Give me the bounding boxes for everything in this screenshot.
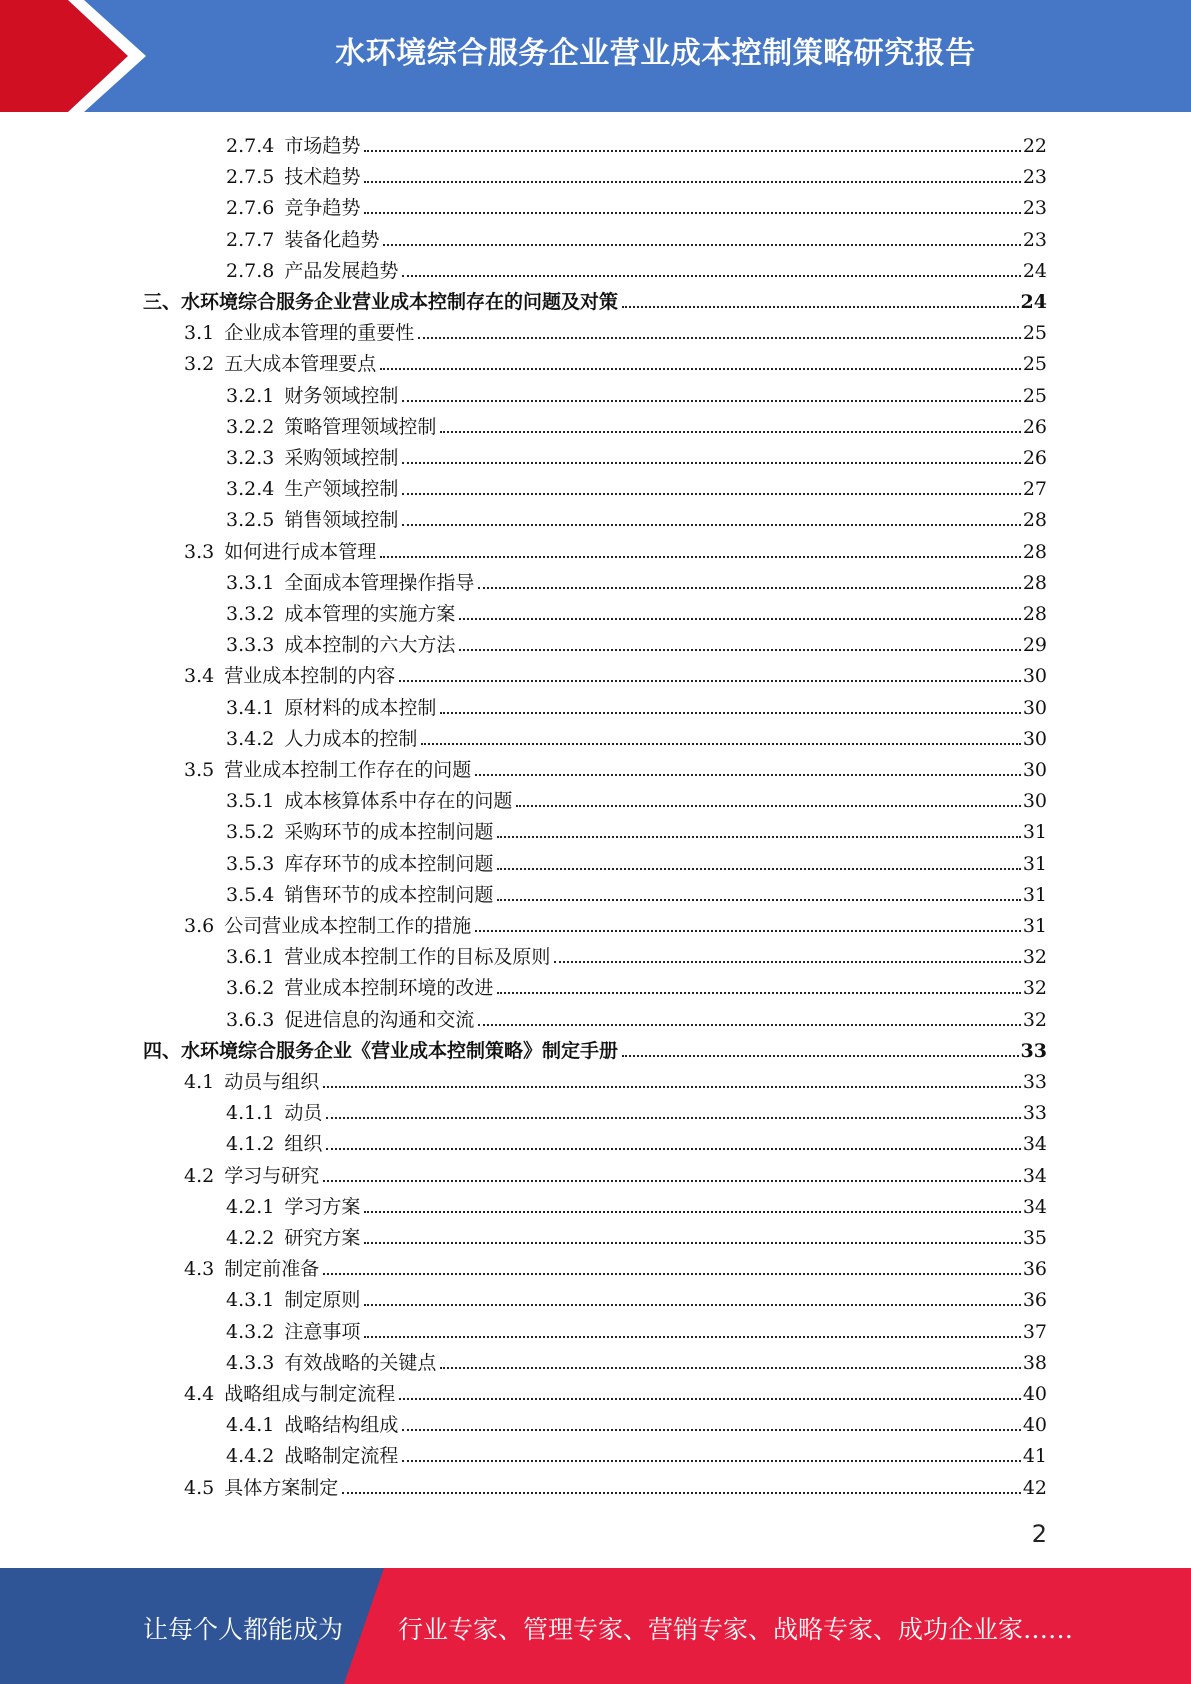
toc-dot-leader [440, 431, 1020, 433]
toc-entry-page: 26 [1022, 447, 1047, 469]
toc-entry-title: 战略结构组成 [284, 1414, 399, 1437]
toc-dot-leader [459, 618, 1020, 620]
toc-entry[interactable] [184, 1064, 1047, 1094]
toc-dot-leader [402, 400, 1020, 402]
toc-entry-number: 3.6.2 [226, 977, 275, 1000]
toc-entry[interactable] [226, 1095, 1047, 1125]
toc-entry[interactable] [226, 440, 1047, 470]
toc-entry-title: 如何进行成本管理 [224, 540, 377, 563]
toc-entry-number: 3.5.4 [226, 883, 275, 906]
toc-entry-number: 4.3.1 [226, 1289, 275, 1312]
toc-entry-title: 竞争趋势 [284, 197, 361, 220]
toc-entry[interactable] [226, 1126, 1047, 1156]
toc-entry[interactable] [226, 1282, 1047, 1312]
toc-entry-title: 装备化趋势 [284, 228, 380, 251]
toc-entry-title: 销售环节的成本控制问题 [284, 883, 494, 906]
toc-dot-leader [323, 1086, 1021, 1088]
toc-entry-page: 23 [1022, 166, 1047, 189]
toc-dot-leader [516, 805, 1020, 807]
toc-entry-number: 2.7.4 [226, 135, 275, 157]
toc-dot-leader [364, 150, 1020, 152]
toc-entry-page: 28 [1022, 509, 1047, 532]
toc-entry-page: 25 [1022, 353, 1047, 376]
toc-entry-title: 营业成本控制环境的改进 [284, 977, 494, 1000]
toc-dot-leader [364, 1304, 1020, 1306]
toc-entry-number: 3.1 [184, 322, 215, 345]
toc-entry-number: 3.5.2 [226, 821, 275, 844]
toc-entry-page: 30 [1022, 790, 1047, 813]
toc-entry[interactable] [143, 1033, 1047, 1063]
toc-entry-title: 成本管理的实施方案 [284, 603, 456, 625]
toc-entry-number: 4.4 [184, 1383, 215, 1405]
toc-dot-leader [554, 961, 1020, 963]
toc-dot-leader [383, 244, 1020, 246]
toc-entry-title: 战略组成与制定流程 [224, 1383, 396, 1405]
toc-entry-number: 3.3 [184, 540, 215, 563]
toc-entry-title: 促进信息的沟通和交流 [284, 1008, 475, 1031]
toc-entry-page: 34 [1022, 1164, 1047, 1187]
toc-entry-title: 营业成本控制工作存在的问题 [224, 759, 472, 781]
toc-dot-leader [399, 680, 1021, 682]
toc-entry-page: 31 [1022, 852, 1047, 875]
toc-dot-leader [364, 212, 1020, 214]
toc-dot-leader [323, 1273, 1021, 1275]
toc-entry[interactable] [143, 284, 1047, 314]
toc-entry-number: 3.2.1 [226, 384, 275, 407]
toc-entry[interactable] [184, 346, 1047, 376]
toc-entry-page: 24 [1022, 259, 1047, 282]
toc-entry-page: 32 [1022, 946, 1047, 969]
toc-dot-leader [622, 306, 1019, 308]
toc-entry-title: 制定前准备 [224, 1258, 320, 1281]
toc-entry[interactable] [226, 190, 1047, 220]
toc-entry-page: 27 [1022, 478, 1047, 501]
toc-dot-leader [326, 1148, 1020, 1150]
toc-entry-title: 战略制定流程 [284, 1445, 399, 1468]
toc-dot-leader [622, 1055, 1019, 1057]
toc-dot-leader [326, 1117, 1020, 1119]
toc-entry-title: 企业成本管理的重要性 [224, 322, 415, 345]
toc-entry[interactable] [184, 534, 1047, 564]
toc-entry[interactable] [184, 1376, 1047, 1406]
toc-entry-page: 37 [1022, 1320, 1047, 1343]
toc-entry-number: 3.5.3 [226, 852, 275, 875]
toc-entry[interactable] [226, 596, 1047, 626]
toc-dot-leader [459, 649, 1020, 651]
toc-entry-number: 4.3.3 [226, 1351, 275, 1374]
toc-entry-title: 研究方案 [284, 1227, 361, 1249]
toc-entry-number: 3.4 [184, 665, 215, 688]
toc-entry-title: 营业成本控制的内容 [224, 665, 396, 688]
toc-entry-number: 3.4.2 [226, 727, 275, 750]
toc-entry-title: 成本控制的六大方法 [284, 634, 456, 657]
page-number: 2 [1031, 1520, 1047, 1548]
toc-dot-leader [380, 556, 1021, 558]
toc-entry-title: 采购环节的成本控制问题 [284, 821, 494, 844]
toc-entry-page: 34 [1022, 1195, 1047, 1218]
toc-entry-page: 25 [1022, 384, 1047, 407]
toc-entry-page: 31 [1022, 915, 1047, 937]
toc-dot-leader [399, 1398, 1021, 1400]
toc-entry-number: 3.2.5 [226, 509, 275, 532]
footer-slogan-left: 让每个人都能成为 [143, 1615, 344, 1644]
toc-entry-number: 4.4.2 [226, 1445, 275, 1468]
toc-entry-number: 3.2.3 [226, 447, 275, 469]
toc-entry-number: 3.6.3 [226, 1008, 275, 1031]
toc-entry-number: 3.3.1 [226, 571, 275, 594]
toc-entry[interactable] [184, 315, 1047, 345]
toc-entry-number: 4.3.2 [226, 1320, 275, 1343]
toc-entry[interactable] [226, 1314, 1047, 1344]
toc-entry-title: 制定原则 [284, 1289, 361, 1312]
toc-entry[interactable] [184, 752, 1047, 782]
toc-entry-title: 有效战略的关键点 [284, 1351, 437, 1374]
toc-dot-leader [402, 275, 1020, 277]
toc-entry-title: 产品发展趋势 [284, 259, 399, 282]
toc-entry[interactable] [226, 1407, 1047, 1437]
toc-dot-leader [421, 743, 1020, 745]
toc-entry-page: 32 [1022, 1008, 1047, 1031]
toc-entry-page: 38 [1022, 1351, 1047, 1374]
toc-dot-leader [402, 1460, 1020, 1462]
toc-entry-number: 3.4.1 [226, 696, 275, 719]
toc-entry-page: 30 [1022, 696, 1047, 719]
toc-dot-leader [497, 836, 1020, 838]
toc-dot-leader [402, 493, 1020, 495]
toc-entry[interactable] [226, 939, 1047, 969]
toc-dot-leader [497, 992, 1020, 994]
toc-dot-leader [402, 1429, 1020, 1431]
toc-entry[interactable] [226, 1220, 1047, 1250]
toc-entry-page: 33 [1022, 1102, 1047, 1125]
toc-entry[interactable] [226, 565, 1047, 595]
toc-dot-leader [418, 337, 1021, 339]
toc-entry-title: 营业成本控制工作的目标及原则 [284, 946, 551, 969]
toc-entry-title: 学习与研究 [224, 1164, 320, 1187]
toc-dot-leader [475, 930, 1021, 932]
toc-entry-page: 23 [1022, 197, 1047, 220]
toc-entry-page: 23 [1022, 228, 1047, 251]
toc-entry[interactable] [226, 159, 1047, 189]
toc-dot-leader [402, 462, 1020, 464]
toc-entry-page: 34 [1022, 1133, 1047, 1156]
toc-entry-page: 30 [1022, 665, 1047, 688]
toc-entry-page: 25 [1022, 322, 1047, 345]
toc-dot-leader [402, 524, 1020, 526]
toc-dot-leader [364, 1336, 1020, 1338]
toc-entry[interactable] [226, 378, 1047, 408]
toc-dot-leader [342, 1492, 1021, 1494]
toc-entry[interactable] [226, 877, 1047, 907]
toc-entry-number: 4.1.2 [226, 1133, 275, 1156]
toc-dot-leader [497, 899, 1020, 901]
toc-entry-title: 五大成本管理要点 [224, 353, 377, 376]
toc-entry-number: 3.5 [184, 759, 215, 781]
toc-entry-number: 2.7.6 [226, 197, 275, 220]
toc-entry-title: 销售领域控制 [284, 509, 399, 532]
toc-entry[interactable] [226, 783, 1047, 813]
toc-entry-number: 4.2.2 [226, 1227, 275, 1249]
toc-entry-page: 33 [1020, 1039, 1047, 1062]
toc-entry[interactable] [184, 1158, 1047, 1188]
toc-entry[interactable] [226, 471, 1047, 501]
toc-entry[interactable] [226, 721, 1047, 751]
toc-entry[interactable] [226, 1002, 1047, 1032]
toc-entry-title: 组织 [284, 1133, 323, 1156]
toc-entry-page: 40 [1022, 1383, 1047, 1405]
toc-entry-page: 28 [1022, 540, 1047, 563]
toc-entry[interactable] [226, 253, 1047, 283]
toc-entry-page: 36 [1022, 1258, 1047, 1281]
toc-entry-number: 4.1 [184, 1071, 215, 1093]
toc-entry-page: 28 [1022, 603, 1047, 625]
toc-dot-leader [364, 1242, 1020, 1244]
toc-entry-title: 策略管理领域控制 [284, 415, 437, 438]
page-header [0, 0, 1191, 112]
toc-entry-title: 采购领域控制 [284, 447, 399, 469]
toc-entry[interactable] [184, 1470, 1047, 1500]
toc-dot-leader [323, 1180, 1021, 1182]
toc-entry-page: 32 [1022, 977, 1047, 1000]
toc-entry-page: 36 [1022, 1289, 1047, 1312]
toc-entry-title: 四、水环境综合服务企业《营业成本控制策略》制定手册 [143, 1039, 619, 1062]
toc-entry-number: 4.4.1 [226, 1414, 275, 1437]
toc-dot-leader [364, 181, 1020, 183]
toc-entry-title: 动员与组织 [224, 1071, 320, 1093]
page-footer [0, 1568, 1191, 1684]
toc-dot-leader [497, 868, 1020, 870]
toc-entry-title: 学习方案 [284, 1195, 361, 1218]
toc-entry[interactable] [226, 1345, 1047, 1375]
toc-entry-title: 库存环节的成本控制问题 [284, 852, 494, 875]
toc-entry-page: 35 [1022, 1227, 1047, 1249]
toc-entry-number: 3.2 [184, 353, 215, 376]
toc-entry-number: 3.6.1 [226, 946, 275, 969]
toc-entry[interactable] [226, 846, 1047, 876]
toc-entry-number: 4.2.1 [226, 1195, 275, 1218]
toc-dot-leader [475, 774, 1021, 776]
toc-entry-title: 公司营业成本控制工作的措施 [224, 915, 472, 937]
toc-entry[interactable] [226, 970, 1047, 1000]
toc-entry-page: 22 [1022, 135, 1047, 157]
toc-entry-number: 4.5 [184, 1476, 215, 1499]
toc-entry-page: 41 [1022, 1445, 1047, 1468]
toc-entry-title: 原材料的成本控制 [284, 696, 437, 719]
toc-dot-leader [380, 368, 1021, 370]
toc-entry-title: 市场趋势 [284, 135, 361, 157]
toc-dot-leader [364, 1211, 1020, 1213]
toc-entry-title: 具体方案制定 [224, 1476, 339, 1499]
toc-entry[interactable] [226, 502, 1047, 532]
toc-entry-page: 30 [1022, 759, 1047, 781]
toc-entry-page: 30 [1022, 727, 1047, 750]
toc-entry-page: 28 [1022, 571, 1047, 594]
toc-dot-leader [440, 1367, 1020, 1369]
toc-entry-number: 4.3 [184, 1258, 215, 1281]
toc-entry-number: 3.3.3 [226, 634, 275, 657]
toc-entry[interactable] [226, 1189, 1047, 1219]
toc-dot-leader [440, 712, 1020, 714]
toc-entry-title: 生产领域控制 [284, 478, 399, 501]
toc-entry-page: 31 [1022, 883, 1047, 906]
toc-entry-page: 31 [1022, 821, 1047, 844]
toc-entry[interactable] [226, 627, 1047, 657]
toc-entry[interactable] [184, 658, 1047, 688]
footer-slogan-right: 行业专家、管理专家、营销专家、战略专家、成功企业家…… [398, 1615, 1074, 1644]
toc-entry-page: 33 [1022, 1071, 1047, 1093]
toc-entry-number: 4.1.1 [226, 1102, 275, 1125]
toc-entry-title: 成本核算体系中存在的问题 [284, 790, 513, 813]
toc-entry[interactable] [226, 409, 1047, 439]
toc-entry-title: 全面成本管理操作指导 [284, 571, 475, 594]
toc-entry-title: 财务领域控制 [284, 384, 399, 407]
toc-entry[interactable] [226, 814, 1047, 844]
document-title: 水环境综合服务企业营业成本控制策略研究报告 [335, 36, 976, 71]
toc-dot-leader [478, 587, 1020, 589]
toc-entry-page: 42 [1022, 1476, 1047, 1499]
toc-entry-page: 29 [1022, 634, 1047, 657]
toc-entry-number: 3.2.4 [226, 478, 275, 501]
toc-entry[interactable] [226, 222, 1047, 252]
toc-entry[interactable] [226, 128, 1047, 158]
toc-entry[interactable] [184, 1251, 1047, 1281]
toc-entry-number: 3.3.2 [226, 603, 275, 625]
toc-entry-title: 注意事项 [284, 1320, 361, 1343]
toc-entry-number: 2.7.7 [226, 228, 275, 251]
toc-entry[interactable] [184, 908, 1047, 938]
toc-entry-number: 3.6 [184, 915, 215, 937]
toc-dot-leader [478, 1024, 1020, 1026]
toc-entry-number: 4.2 [184, 1164, 215, 1187]
toc-entry[interactable] [226, 1438, 1047, 1468]
toc-entry-title: 技术趋势 [284, 166, 361, 189]
toc-entry-title: 人力成本的控制 [284, 727, 418, 750]
toc-entry-title: 动员 [284, 1102, 323, 1125]
toc-entry-page: 40 [1022, 1414, 1047, 1437]
toc-entry-number: 2.7.5 [226, 166, 275, 189]
toc-entry-number: 3.2.2 [226, 415, 275, 438]
toc-entry[interactable] [226, 690, 1047, 720]
toc-entry-number: 2.7.8 [226, 259, 275, 282]
toc-entry-number: 3.5.1 [226, 790, 275, 813]
toc-entry-title: 三、水环境综合服务企业营业成本控制存在的问题及对策 [143, 291, 619, 313]
toc-entry-page: 24 [1020, 291, 1047, 313]
toc-entry-page: 26 [1022, 415, 1047, 438]
